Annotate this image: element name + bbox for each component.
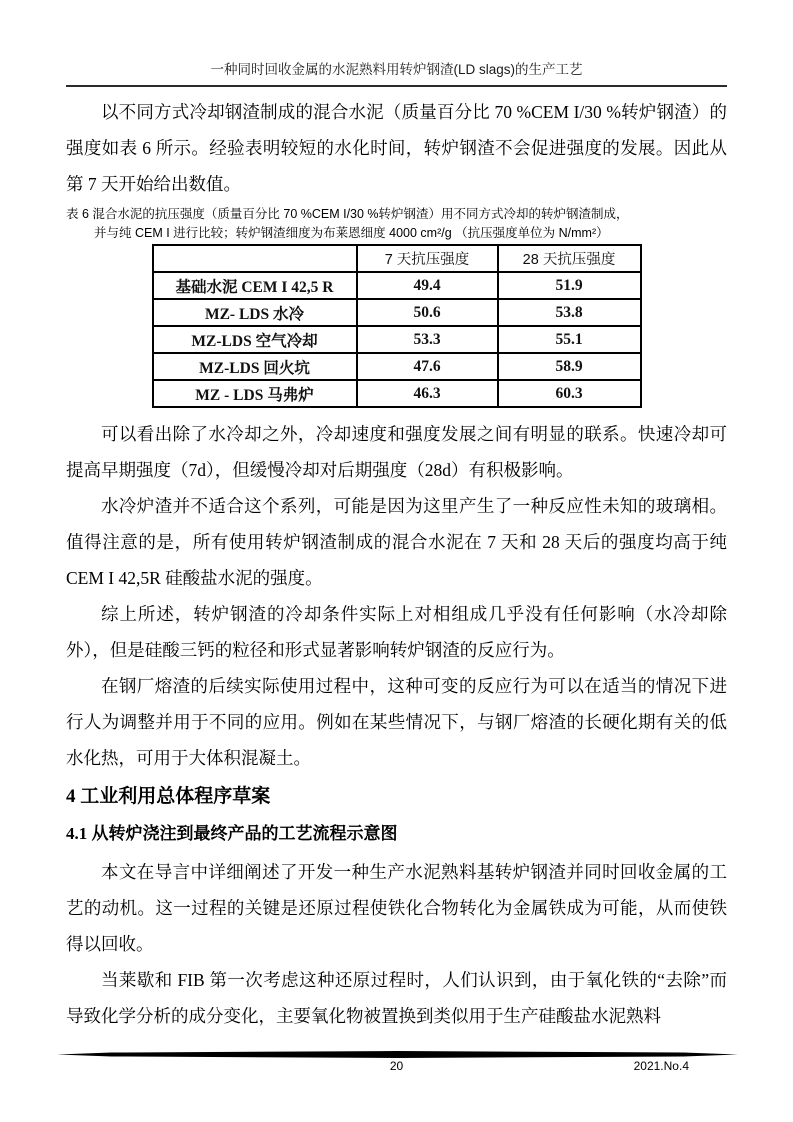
compressive-strength-table [152,244,642,408]
value-28d: 51.9 [498,272,641,299]
value-7d: 53.3 [357,326,498,353]
value-28d: 60.3 [498,380,641,407]
paragraph-loesche-fib: 当莱歇和 FIB 第一次考虑这种还原过程时，人们认识到，由于氧化铁的“去除”而导致化学分析的成分变化，主要氧化物被置换到类似用于生产硅酸盐水泥熟料 [66,970,727,1026]
row-label: 基础水泥 CEM I 42,5 R [153,272,357,299]
paragraph-strength-intro: 以不同方式冷却钢渣制成的混合水泥（质量百分比 70 %CEM I/30 %转炉钢渣）的强度如表 6 所示。经验表明较短的水化时间，转炉钢渣不会促进强度的发展。因此从第 7 天开始给出数值。 [66,102,727,194]
paragraph-water-cooled-slag: 水冷炉渣并不适合这个系列，可能是因为这里产生了一种反应性未知的玻璃相。值得注意的是，所有使用转炉钢渣制成的混合水泥在 7 天和 28 天后的强度均高于纯 CEM I 42,5R 硅酸盐水泥的强度。 [66,496,727,588]
section-heading-4: 4 工业利用总体程序草案 [66,786,271,807]
paragraph-practical-use: 在钢厂熔渣的后续实际使用过程中，这种可变的反应行为可以在适当的情况下进行人为调整并用于不同的应用。例如在某些情况下，与钢厂熔渣的长硬化期有关的低水化热，可用于大体积混凝土。 [66,676,727,768]
value-7d: 49.4 [357,272,498,299]
paragraph-motivation: 本文在导言中详细阐述了开发一种生产水泥熟料基转炉钢渣并同时回收金属的工艺的动机。这一过程的关键是还原过程使铁化合物转化为金属铁成为可能，从而使铁得以回收。 [66,862,727,954]
table-header-7d: 7 天抗压强度 [357,245,498,272]
table-row [153,326,641,353]
table-row [153,272,641,299]
table-row [153,380,641,407]
value-28d: 58.9 [498,353,641,380]
row-label: MZ- LDS 水冷 [153,299,357,326]
table-header-row [153,245,641,272]
section-heading-4-1: 4.1 从转炉浇注到最终产品的工艺流程示意图 [66,824,398,843]
paragraph-cooling-link: 可以看出除了水冷却之外，冷却速度和强度发展之间有明显的联系。快速冷却可提高早期强度（7d），但缓慢冷却对后期强度（28d）有积极影响。 [66,424,727,480]
table-6-caption [66,205,727,242]
issue-number: 2021.No.4 [633,1059,689,1073]
row-label: MZ-LDS 回火坑 [153,353,357,380]
table-header-empty [153,245,357,272]
table-header-28d: 28 天抗压强度 [498,245,641,272]
table-row [153,353,641,380]
table-6-caption-line1: 表 6 混合水泥的抗压强度（质量百分比 70 %CEM I/30 %转炉钢渣）用不同方式冷却的转炉钢渣制成， [66,207,629,221]
paragraph-summary: 综上所述，转炉钢渣的冷却条件实际上对相组成几乎没有任何影响（水冷却除外），但是硅酸三钙的粒径和形式显著影响转炉钢渣的反应行为。 [66,604,727,660]
page-body [66,94,727,1034]
value-7d: 46.3 [357,380,498,407]
table-row [153,299,641,326]
value-28d: 55.1 [498,326,641,353]
value-7d: 50.6 [357,299,498,326]
value-28d: 53.8 [498,299,641,326]
page-number: 20 [389,1059,404,1073]
footer-rule [57,1051,738,1058]
value-7d: 47.6 [357,353,498,380]
running-header [66,58,727,87]
row-label: MZ - LDS 马弗炉 [153,380,357,407]
running-header-title: 一种同时回收金属的水泥熟料用转炉钢渣(LD slags)的生产工艺 [210,62,583,77]
row-label: MZ-LDS 空气冷却 [153,326,357,353]
page-footer [66,1059,727,1073]
table-6-caption-line2: 并与纯 CEM I 进行比较；转炉钢渣细度为布莱恩细度 4000 cm²/g （抗压强度单位为 N/mm²） [94,225,609,240]
